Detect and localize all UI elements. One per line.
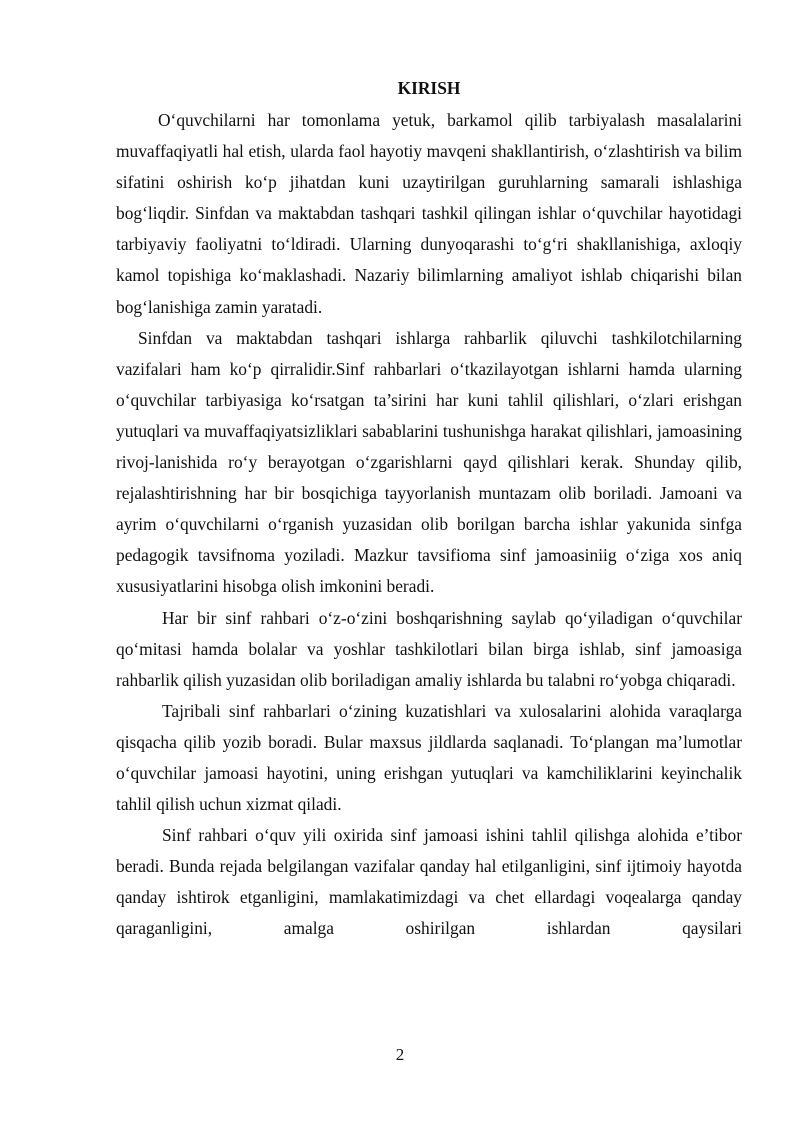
- body-paragraph: O‘quvchilarni har tomonlama yetuk, barkamol qilib tarbiyalash masalalarini muvaffaqiyatli hal etish, ularda faol hayotiy mavqeni shakllantirish, o‘zlashtirish va bilim sifatini oshirish ko‘p jihatdan kuni uzaytirilgan guruhlarning samarali ishlashiga bog‘liqdir. Sinfdan va maktabdan tashqari tashkil qilingan ishlar o‘quvchilar hayotidagi tarbiyaviy faoliyatni to‘ldiradi. Ularning dunyoqarashi to‘g‘ri shakllanishiga, axloqiy kamol topishiga ko‘maklashadi. Nazariy bilimlarning amaliyot ishlab chiqarishi bilan bog‘lanishiga zamin yaratadi.: [116, 110, 742, 317]
- document-body: [116, 105, 742, 945]
- body-paragraph: Har bir sinf rahbari o‘z-o‘zini boshqarishning saylab qo‘yiladigan o‘quvchilar qo‘mitasi hamda bolalar va yoshlar tashkilotlari bilan birga ishlab, sinf jamoasiga rahbarlik qilish yuzasidan olib boriladigan amaliy ishlarda bu talabni ro‘yobga chiqaradi.: [116, 607, 742, 690]
- document-page: [116, 74, 742, 945]
- body-paragraph: Sinf rahbari o‘quv yili oxirida sinf jamoasi ishini tahlil qilishga alohida e’tibor beradi. Bunda rejada belgilangan vazifalar qanday hal etilganligini, sinf ijtimoiy hayotda qanday ishtirok etganligini, mamlakatimizdagi va chet ellardagi voqealarga qanday qaraganligini, amalga oshirilgan ishlardan qaysilari: [116, 825, 742, 939]
- body-paragraph: Sinfdan va maktabdan tashqari ishlarga rahbarlik qiluvchi tashkilotchilarning vazifalari ham ko‘p qirralidir.Sinf rahbarlari o‘tkazilayotgan ishlarni hamda ularning o‘quvchilar tarbiyasiga ko‘rsatgan ta’sirini har kuni tahlil qilishlari, o‘zlari erishgan yutuqlari va muvaffaqiyatsizliklari sabablarini tushunishga harakat qilishlari, jamoasining rivoj-lanishida ro‘y berayotgan o‘zgarishlarni qayd qilishlari kerak. Shunday qilib, rejalashtirishning har bir bosqichiga tayyorlanish muntazam olib boriladi. Jamoani va ayrim o‘quvchilarni o‘rganish yuzasidan olib borilgan barcha ishlar yakunida sinfga pedagogik tavsifnoma yoziladi. Mazkur tavsifioma sinf jamoasiniig o‘ziga xos aniq xususiyatlarini hisobga olish imkonini beradi.: [116, 327, 742, 597]
- page-number: 2: [395, 1045, 405, 1064]
- document-title: KIRISH: [397, 78, 461, 98]
- body-paragraph: Tajribali sinf rahbarlari o‘zining kuzatishlari va xulosalarini alohida varaqlarga qisqacha qilib yozib boradi. Bular maxsus jildlarda saqlanadi. To‘plangan ma’lumotlar o‘quvchilar jamoasi hayotini, uning erishgan yutuqlari va kamchiliklarini keyinchalik tahlil qilish uchun xizmat qiladi.: [116, 700, 742, 815]
